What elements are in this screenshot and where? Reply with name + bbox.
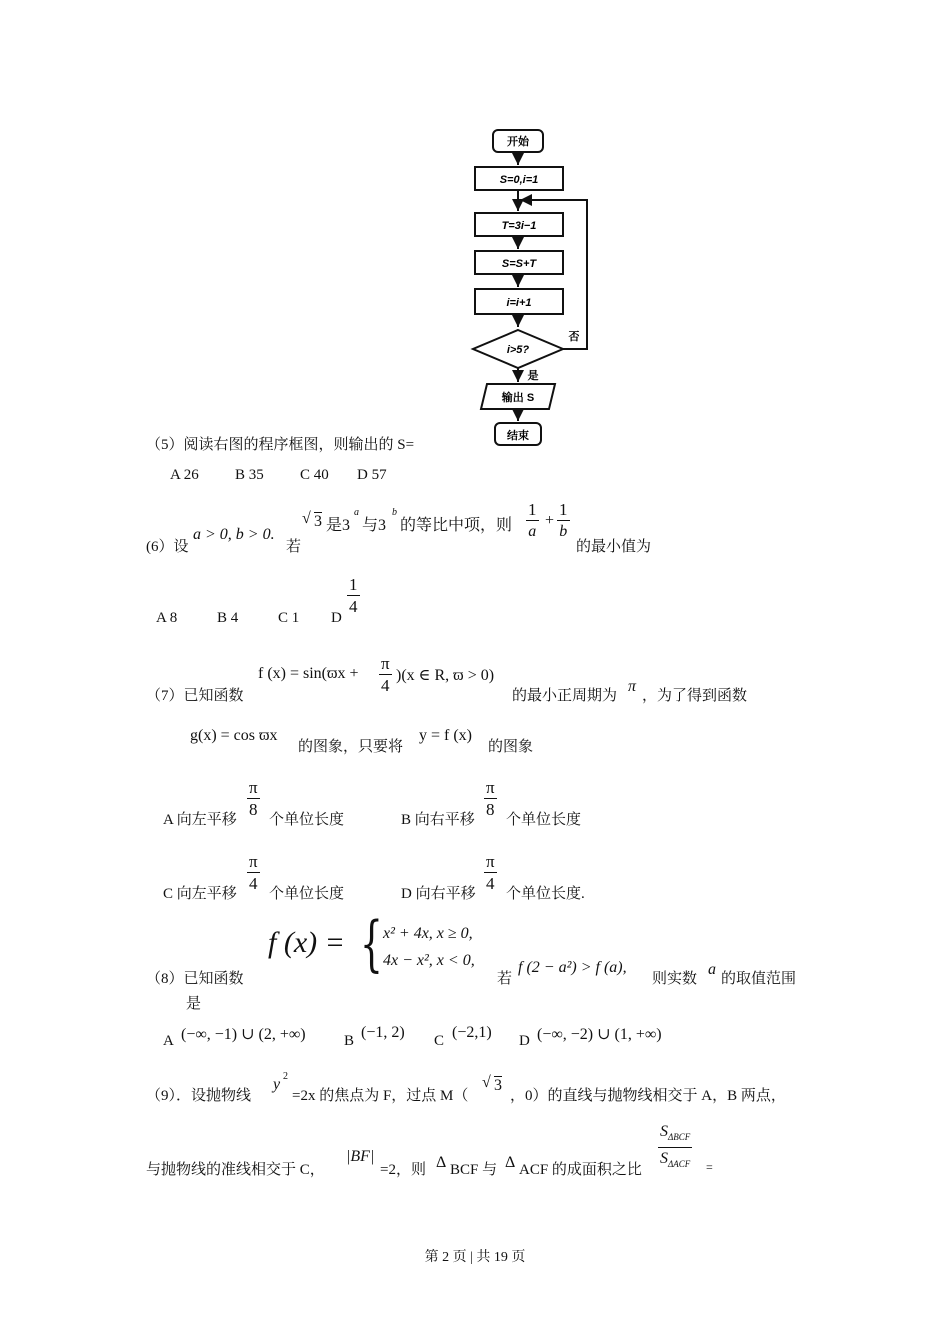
- q9-sqrt-arg: 3: [494, 1077, 502, 1094]
- no-label: 否: [568, 331, 580, 343]
- q8-prefix: （8）已知函数: [146, 971, 244, 987]
- q7-func-frac: $\frac{\pi}{4}$: [381, 654, 390, 695]
- q9-y: y: [273, 1076, 281, 1093]
- q8-option-a: (−∞, −1) ∪ (2, +∞): [181, 1026, 306, 1043]
- start-label: 开始: [507, 136, 529, 148]
- q9-line2-mid: =2，则: [380, 1162, 426, 1178]
- q6-mid2: 与3: [362, 517, 387, 534]
- q7-line2-mid: 的图象，只要将: [298, 739, 404, 755]
- q8-option-c: (−2,1): [452, 1024, 492, 1041]
- q8-case1: x² + 4x, x ≥ 0,: [383, 925, 473, 942]
- q7-option-d-frac: $\frac{\pi}{4}$: [486, 852, 495, 893]
- q6-frac1: $\frac{1}{a}$: [528, 500, 537, 540]
- q8-brace: {: [360, 909, 383, 979]
- q6-mid3: 的等比中项，则: [400, 517, 513, 534]
- q9-line2-prefix: 与抛物线的准线相交于 C，: [146, 1162, 325, 1178]
- q7-option-c-unit: 个单位长度: [269, 886, 345, 902]
- q8-option-c-label: C: [434, 1033, 445, 1049]
- q7-option-b-frac: $\frac{\pi}{8}$: [486, 778, 495, 819]
- q7-option-a-frac: $\frac{\pi}{8}$: [249, 778, 258, 819]
- q6-prefix: (6）设: [146, 539, 189, 555]
- q5-option-a: A 26: [170, 467, 199, 483]
- q8-option-a-label: A: [163, 1033, 174, 1049]
- q8-prefix2: 是: [186, 996, 202, 1012]
- q7-line2-func2: y = f (x): [419, 727, 473, 744]
- q6-sqrt-arg: 3: [314, 513, 322, 530]
- q7-line2-func: g(x) = cos ϖx: [190, 727, 278, 744]
- q7-option-d-unit: 个单位长度.: [506, 886, 585, 902]
- yes-label: 是: [527, 370, 539, 382]
- q8-option-d-label: D: [519, 1033, 530, 1049]
- q8-f-lhs: f (x) =: [268, 926, 345, 959]
- q6-sqrt-sign: √: [302, 510, 311, 527]
- q7-option-d: D 向右平移: [401, 886, 476, 902]
- q8-option-b: (−1, 2): [361, 1024, 405, 1041]
- decision-label: i>5?: [506, 344, 530, 356]
- q8-if: 若: [497, 971, 513, 987]
- q6-if: 若: [286, 539, 302, 555]
- q7-option-b: B 向右平移: [401, 812, 475, 828]
- q6-option-b: B 4: [217, 610, 239, 626]
- i-label: i=i+1: [506, 297, 532, 309]
- q5-option-c: C 40: [300, 467, 329, 483]
- q9-delta2: Δ: [505, 1154, 516, 1171]
- q9-prefix: （9）．设抛物线: [146, 1088, 252, 1104]
- q7-func-right: )(x ∈ R, ϖ > 0): [396, 667, 495, 684]
- q6-frac2: $\frac{1}{b}$: [559, 500, 568, 540]
- q8-suffix: 则实数: [652, 971, 698, 987]
- q9-bf: |BF|: [346, 1148, 375, 1165]
- flowchart: [460, 125, 600, 450]
- q6-option-a: A 8: [156, 610, 178, 626]
- q8-case2: 4x − x², x < 0,: [383, 952, 475, 969]
- q7-option-a: A 向左平移: [163, 812, 237, 828]
- q6-plus: +: [545, 512, 555, 529]
- q9-line1-mid: =2x 的焦点为 F，过点 M（: [292, 1088, 469, 1104]
- q9-bcf: BCF 与: [450, 1162, 498, 1178]
- q7-option-c-frac: $\frac{\pi}{4}$: [249, 852, 258, 893]
- q9-sqrt-sign: √: [482, 1074, 491, 1091]
- q6-option-c: C 1: [278, 610, 300, 626]
- q9-ratio: $S_{\Delta BCF}$ $S_{\Delta ACF}$: [660, 1123, 691, 1170]
- q6-option-d: D: [331, 610, 342, 626]
- q6-exp-a: a: [354, 507, 359, 518]
- q8-a: a: [708, 961, 716, 978]
- q5-stem: （5）阅读右图的程序框图，则输出的 S=: [146, 437, 415, 453]
- q5-option-b: B 35: [235, 467, 264, 483]
- q9-line1-suffix: ，0）的直线与抛物线相交于 A，B 两点，: [510, 1088, 786, 1104]
- q8-option-b-label: B: [344, 1033, 355, 1049]
- q6-exp-b: b: [392, 507, 397, 518]
- q7-pi: π: [628, 678, 637, 695]
- q6-condition: a > 0, b > 0.: [193, 526, 275, 543]
- q9-acf: ACF 的成面积之比: [519, 1162, 642, 1178]
- q7-option-b-unit: 个单位长度: [506, 812, 582, 828]
- init-label: S=0,i=1: [499, 174, 539, 186]
- q7-line2-suffix: 的图象: [488, 739, 534, 755]
- q9-delta1: Δ: [436, 1154, 447, 1171]
- q8-condition: f (2 − a²) > f (a),: [518, 959, 627, 976]
- q6-mid: 是3: [326, 517, 351, 534]
- end-label: 结束: [507, 430, 529, 442]
- q7-func-left: f (x) = sin(ϖx +: [258, 665, 359, 682]
- q8-suffix2: 的取值范围: [721, 971, 797, 987]
- q6-suffix: 的最小值为: [576, 539, 652, 555]
- s-label: S=S+T: [501, 258, 537, 270]
- output-label: 输出 S: [501, 392, 535, 404]
- q7-mid: 的最小正周期为: [512, 688, 618, 704]
- q7-prefix: （7）已知函数: [146, 688, 244, 704]
- q5-option-d: D 57: [357, 467, 387, 483]
- q9-y-exp: 2: [283, 1071, 288, 1082]
- page-footer: 第 2 页 | 共 19 页: [424, 1250, 526, 1265]
- q9-equals: =: [706, 1160, 713, 1174]
- q6-option-d-frac: $\frac{1}{4}$: [349, 575, 358, 616]
- t-label: T=3i−1: [501, 220, 537, 232]
- q7-suffix: ，为了得到函数: [642, 688, 748, 704]
- q7-option-a-unit: 个单位长度: [269, 812, 345, 828]
- q7-option-c: C 向左平移: [163, 886, 237, 902]
- q8-option-d: (−∞, −2) ∪ (1, +∞): [537, 1026, 662, 1043]
